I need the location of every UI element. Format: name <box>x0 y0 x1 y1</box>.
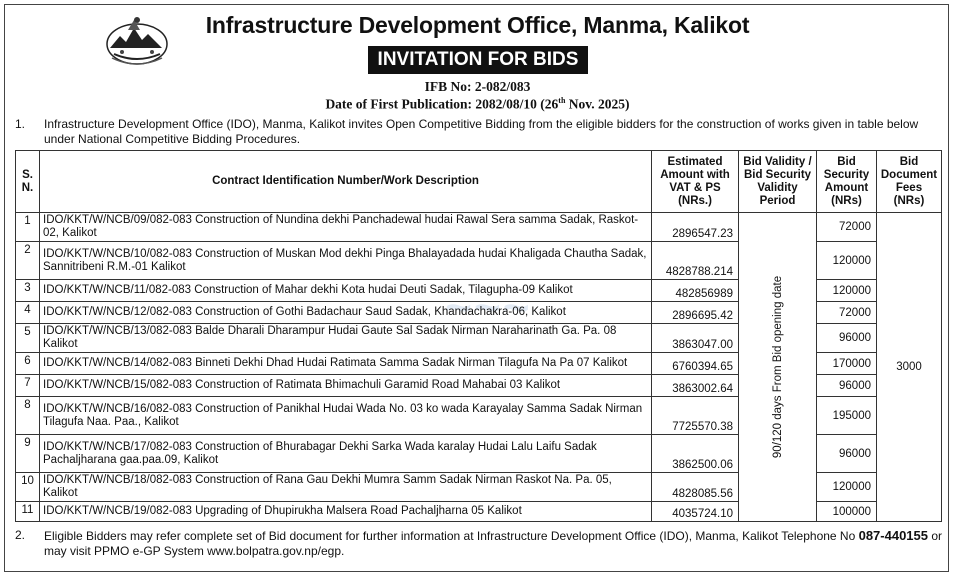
row-description: IDO/KKT/W/NCB/12/082-083 Construction of Gothi Badachaur Saud Sadak, Khandachakra-06, Kalikot <box>40 302 652 324</box>
row-description: IDO/KKT/W/NCB/18/082-083 Construction of Rana Gau Dekhi Mumra Samm Sadak Nirman Raskot Na. Pa. 05, Kalikot <box>40 473 652 502</box>
intro-text: Infrastructure Development Office (IDO), Manma, Kalikot invites Open Competitive Bidding from the eligible bidders for the construction of works given in table below under National Competitive Bidding Procedures. <box>44 117 919 146</box>
table-body <box>16 213 942 522</box>
row-description: IDO/KKT/W/NCB/17/082-083 Construction of Bhurabagar Dekhi Sarka Wada karalay Hudai Lalu Laifu Sadak Pachaljharana gaa.paa.09, Kalikot <box>40 435 652 473</box>
footer-text <box>44 528 945 559</box>
row-amount: 3862500.06 <box>652 435 739 473</box>
publication-date <box>0 96 955 113</box>
validity-text: 90/120 days From Bid opening date <box>771 275 784 459</box>
ifb-number: IFB No: 2-082/083 <box>424 79 531 94</box>
row-sn: 6 <box>16 353 40 375</box>
row-sn: 5 <box>16 324 40 353</box>
intro-paragraph <box>15 117 937 147</box>
row-sn: 9 <box>16 435 40 473</box>
row-description: IDO/KKT/W/NCB/09/082-083 Construction of Nundina dekhi Panchadewal hudai Rawal Sera samma Sadak, Raskot-02, Kalikot <box>40 213 652 242</box>
row-sn: 8 <box>16 397 40 435</box>
table-row <box>16 213 942 242</box>
row-sn: 1 <box>16 213 40 242</box>
row-security: 100000 <box>817 502 877 522</box>
invitation-heading: INVITATION FOR BIDS <box>368 46 588 74</box>
row-sn: 7 <box>16 375 40 397</box>
row-security: 96000 <box>817 375 877 397</box>
row-description: IDO/KKT/W/NCB/13/082-083 Balde Dharali Dharampur Hudai Gaute Sal Sadak Nirman Naraharinath Ga. Pa. 08 Kalikot <box>40 324 652 353</box>
row-amount: 482856989 <box>652 280 739 302</box>
row-description: IDO/KKT/W/NCB/14/082-083 Binneti Dekhi Dhad Hudai Ratimata Samma Sadak Nirman Tilagufa Na Pa 07 Kalikot <box>40 353 652 375</box>
row-amount: 4035724.10 <box>652 502 739 522</box>
row-security: 72000 <box>817 302 877 324</box>
row-description: IDO/KKT/W/NCB/15/082-083 Construction of Ratimata Bhimachuli Garamid Road Mahabai 03 Kalikot <box>40 375 652 397</box>
row-security: 96000 <box>817 324 877 353</box>
row-amount: 2896547.23 <box>652 213 739 242</box>
header-validity: Bid Validity / Bid Security Validity Period <box>739 151 817 213</box>
row-amount: 2896695.42 <box>652 302 739 324</box>
footer-number: 2. <box>15 528 26 542</box>
row-sn: 10 <box>16 473 40 502</box>
row-security: 170000 <box>817 353 877 375</box>
row-security: 120000 <box>817 473 877 502</box>
row-amount: 4828788.214 <box>652 242 739 280</box>
row-amount: 4828085.56 <box>652 473 739 502</box>
row-security: 120000 <box>817 280 877 302</box>
header-fee: Bid Document Fees (NRs) <box>877 151 942 213</box>
row-sn: 4 <box>16 302 40 324</box>
watermark-logo: ~~~ <box>445 281 532 333</box>
fee-cell: 3000 <box>877 213 942 522</box>
publication-date-end: Nov. 2025) <box>565 96 630 112</box>
telephone-number: 087-440155 <box>858 528 928 543</box>
header-sn: S. N. <box>16 151 40 213</box>
row-security: 120000 <box>817 242 877 280</box>
row-sn: 3 <box>16 280 40 302</box>
row-sn: 11 <box>16 502 40 522</box>
header-security: Bid Security Amount (NRs) <box>817 151 877 213</box>
row-security: 195000 <box>817 397 877 435</box>
row-sn: 2 <box>16 242 40 280</box>
header-description: Contract Identification Number/Work Description <box>40 151 652 213</box>
row-description: IDO/KKT/W/NCB/11/082-083 Construction of Mahar dekhi Kota hudai Deuti Sadak, Tilagupha-09 Kalikot <box>40 280 652 302</box>
row-security: 72000 <box>817 213 877 242</box>
footer-paragraph <box>15 528 945 559</box>
row-amount: 3863047.00 <box>652 324 739 353</box>
row-amount: 6760394.65 <box>652 353 739 375</box>
office-title: Infrastructure Development Office, Manma, Kalikot <box>205 12 750 38</box>
row-amount: 3863002.64 <box>652 375 739 397</box>
bids-table <box>15 150 942 522</box>
row-description: IDO/KKT/W/NCB/10/082-083 Construction of Muskan Mod dekhi Pinga Bhalayadada hudai Khaligada Chautha Sadak, Sannitribeni R.M.-01 Kalikot <box>40 242 652 280</box>
publication-date-ordinal: th <box>558 96 566 105</box>
row-amount: 7725570.38 <box>652 397 739 435</box>
row-description: IDO/KKT/W/NCB/19/082-083 Upgrading of Dhupirukha Malsera Road Pachaljharna 05 Kalikot <box>40 502 652 522</box>
header-amount: Estimated Amount with VAT & PS (NRs.) <box>652 151 739 213</box>
row-description: IDO/KKT/W/NCB/16/082-083 Construction of Panikhal Hudai Wada No. 03 ko wada Karayalay Samma Sadak Nirman Tilagufa Naa. Paa., Kalikot <box>40 397 652 435</box>
footer-text-before: Eligible Bidders may refer complete set of Bid document for further information at Infrastructure Development Office (IDO), Manma, Kalikot Telephone No <box>44 529 859 543</box>
intro-number: 1. <box>15 117 26 131</box>
row-security: 96000 <box>817 435 877 473</box>
validity-cell <box>739 213 817 522</box>
publication-date-text: Date of First Publication: 2082/08/10 (26 <box>325 96 559 112</box>
table-header-row <box>16 151 942 213</box>
footer-text-after: or may visit PPMO e-GP System www.bolpatra.gov.np/egp. <box>44 529 943 558</box>
